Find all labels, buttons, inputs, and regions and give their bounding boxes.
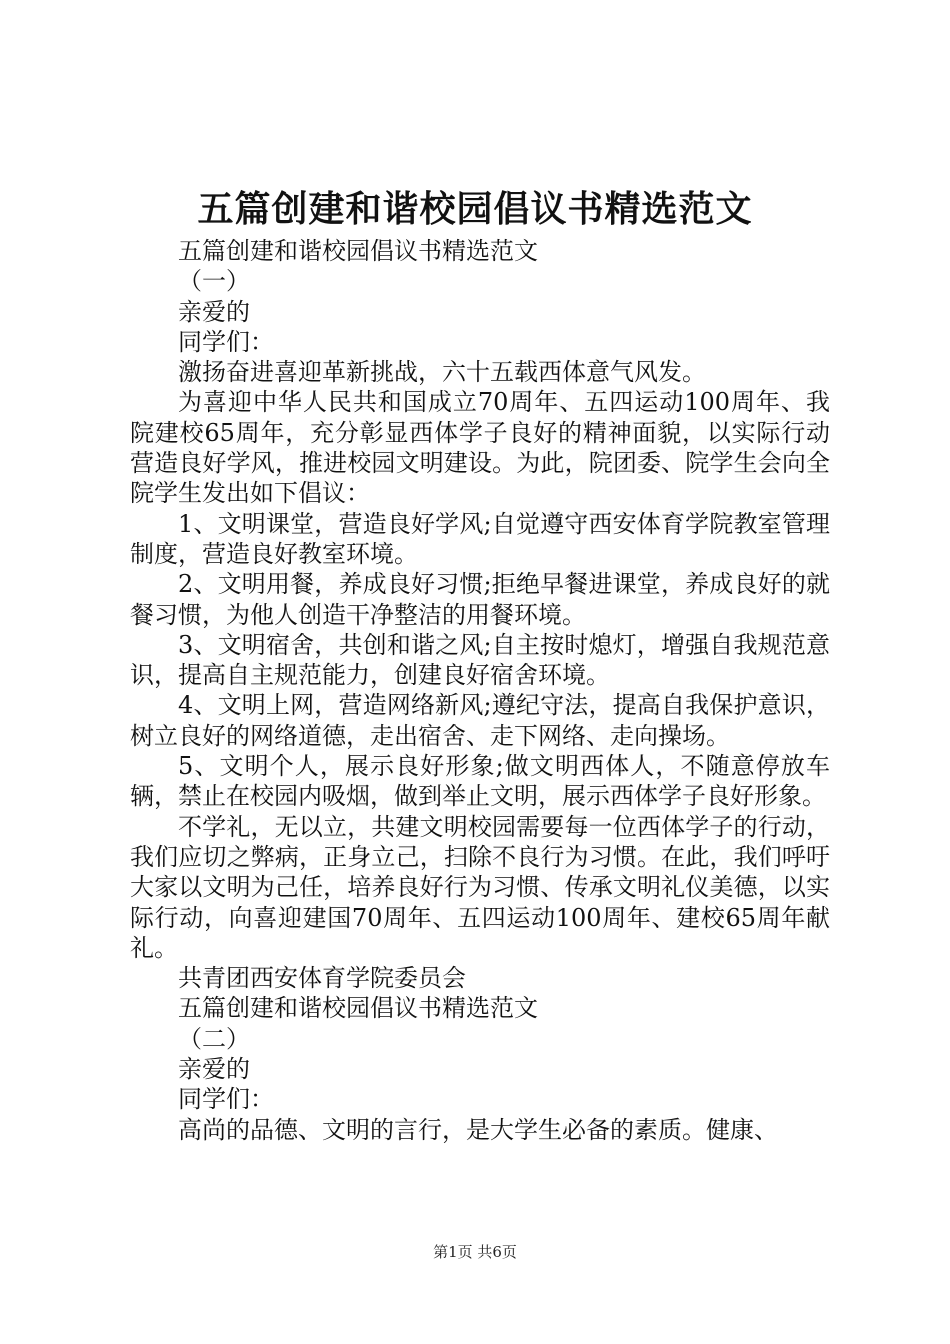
paragraph-item-3: 3、文明宿舍，共创和谐之风;自主按时熄灯，增强自我规范意识，提高自主规范能力，创建良好宿舍环境。 bbox=[130, 630, 830, 690]
paragraph-salutation-classmates: 同学们： bbox=[178, 327, 274, 356]
page-footer: 第1页 共6页 bbox=[433, 1243, 517, 1261]
paragraph-conclusion: 不学礼，无以立，共建文明校园需要每一位西体学子的行动，我们应切之弊病，正身立己，扫除不良行为习惯。在此，我们呼吁大家以文明为己任，培养良好行为习惯、传承文明礼仪美德，以实际行动，向喜迎建国70周年、五四运动100周年、建校65周年献礼。 bbox=[130, 812, 830, 962]
paragraph-item-1: 1、文明课堂，营造良好学风;自觉遵守西安体育学院教室管理制度，营造良好教室环境。 bbox=[130, 509, 830, 568]
paragraph-body-2: 高尚的品德、文明的言行，是大学生必备的素质。健康、 bbox=[178, 1115, 778, 1144]
paragraph-section-two: （二） bbox=[178, 1024, 250, 1053]
paragraph-item-2: 2、文明用餐，养成良好习惯;拒绝早餐进课堂，养成良好的就餐习惯，为他人创造干净整洁的用餐环境。 bbox=[130, 570, 830, 629]
paragraph-signature: 共青团西安体育学院委员会 bbox=[178, 964, 466, 993]
document-title: 五篇创建和谐校园倡议书精选范文 bbox=[197, 188, 753, 230]
paragraph-intro: 为喜迎中华人民共和国成立70周年、五四运动100周年、我院建校65周年，充分彰显西体学子良好的精神面貌，以实际行动营造良好学风，推进校园文明建设。为此，院团委、院学生会向全院学生发出如下倡议： bbox=[130, 388, 830, 508]
paragraph-section-one: （一） bbox=[178, 267, 250, 296]
paragraph-salutation-classmates-2: 同学们： bbox=[178, 1085, 274, 1114]
paragraph-item-5: 5、文明个人，展示良好形象;做文明西体人，不随意停放车辆，禁止在校园内吸烟，做到举止文明，展示西体学子良好形象。 bbox=[130, 752, 830, 811]
paragraph-subtitle: 五篇创建和谐校园倡议书精选范文 bbox=[178, 237, 538, 265]
paragraph-slogan: 激扬奋进喜迎革新挑战，六十五载西体意气风发。 bbox=[178, 358, 706, 387]
paragraph-salutation-2: 亲爱的 bbox=[178, 1055, 250, 1084]
paragraph-subtitle-2: 五篇创建和谐校园倡议书精选范文 bbox=[178, 994, 538, 1023]
document-body bbox=[130, 236, 830, 1145]
paragraph-salutation: 亲爱的 bbox=[178, 297, 250, 326]
paragraph-item-4: 4、文明上网，营造网络新风;遵纪守法，提高自我保护意识，树立良好的网络道德，走出宿舍、走下网络、走向操场。 bbox=[130, 691, 830, 750]
